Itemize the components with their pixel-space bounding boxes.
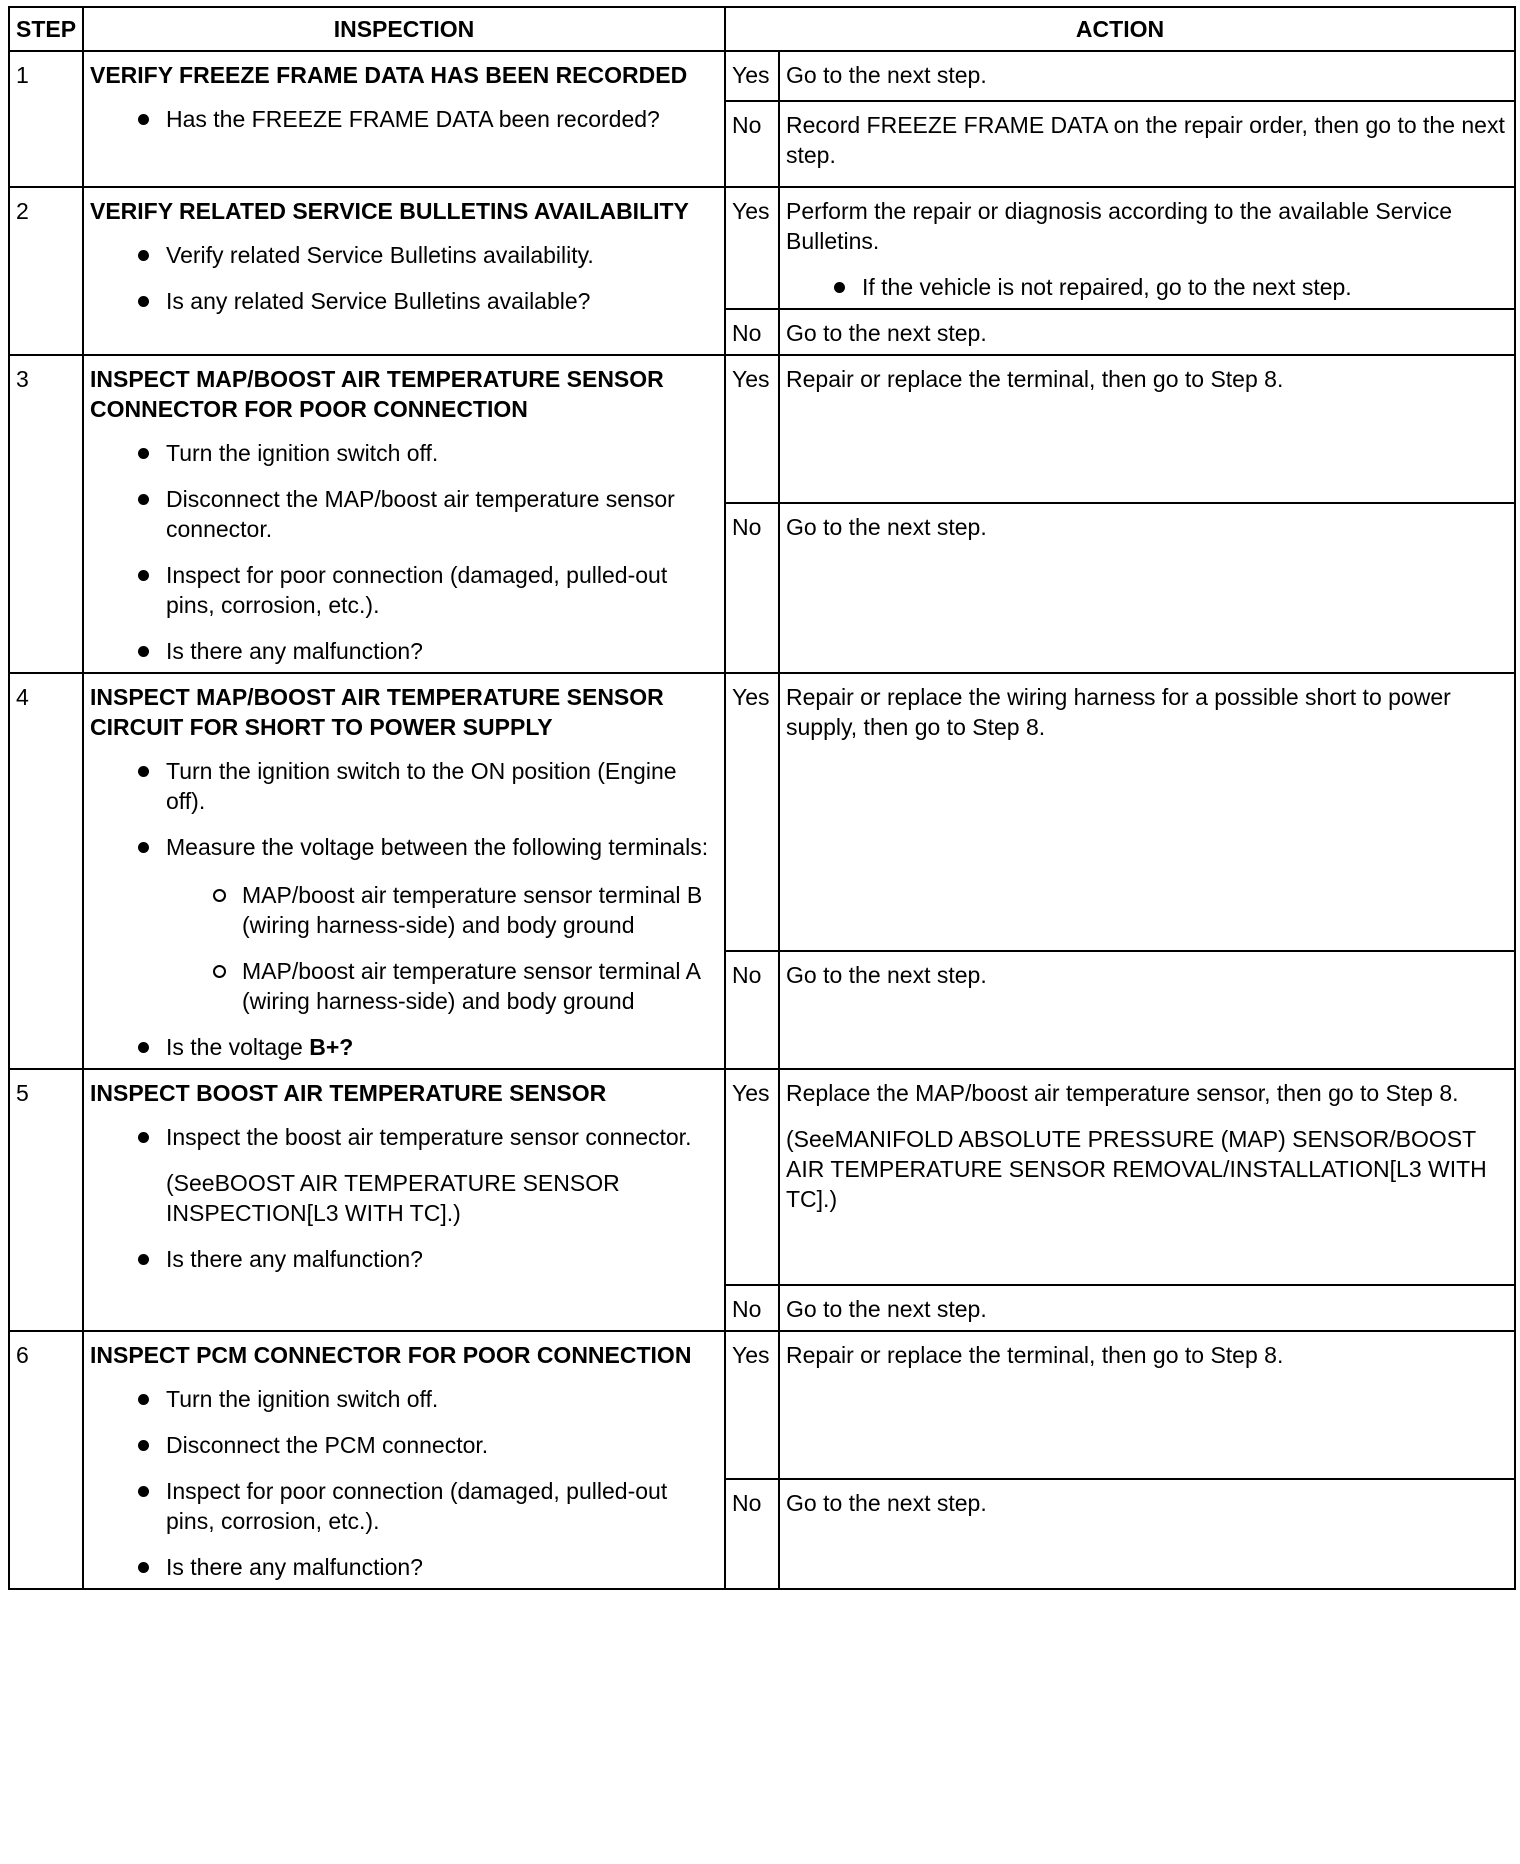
header-inspection: INSPECTION [83,7,725,51]
step-number: 4 [9,673,83,1069]
inspection-bullet: Inspect for poor connection (damaged, pulled-out pins, corrosion, etc.). [90,560,718,620]
inspection-bullet: Disconnect the PCM connector. [90,1430,718,1460]
yes-label: Yes [725,673,779,951]
step-inspection [83,51,725,187]
no-action: Record FREEZE FRAME DATA on the repair order, then go to the next step. [779,101,1515,187]
no-label: No [725,1285,779,1331]
step-title: INSPECT MAP/BOOST AIR TEMPERATURE SENSOR CONNECTOR FOR POOR CONNECTION [90,366,664,422]
no-action: Go to the next step. [779,309,1515,355]
header-action: ACTION [725,7,1515,51]
no-action: Go to the next step. [779,1479,1515,1589]
inspection-bullet [90,1122,718,1228]
no-action: Go to the next step. [779,951,1515,1069]
table-header-row [9,7,1515,51]
inspection-bullet-text: Inspect the boost air temperature sensor connector. [166,1124,692,1150]
step-inspection [83,1069,725,1331]
inspection-bullet: Is any related Service Bulletins available? [90,286,718,316]
inspection-bullet: Is there any malfunction? [90,636,718,666]
yes-label: Yes [725,1069,779,1285]
step-title: INSPECT MAP/BOOST AIR TEMPERATURE SENSOR CIRCUIT FOR SHORT TO POWER SUPPLY [90,684,664,740]
yes-action [779,1069,1515,1285]
inspection-bullet: Inspect for poor connection (damaged, pulled-out pins, corrosion, etc.). [90,1476,718,1536]
inspection-bullets [90,1122,718,1274]
no-label: No [725,101,779,187]
no-label: No [725,309,779,355]
inspection-bullet-text: Measure the voltage between the following terminals: [166,834,709,860]
no-label: No [725,503,779,673]
inspection-bullet: Has the FREEZE FRAME DATA been recorded? [90,104,718,134]
inspection-bullet: Turn the ignition switch to the ON position (Engine off). [90,756,718,816]
no-action: Go to the next step. [779,503,1515,673]
inspection-bullet: Turn the ignition switch off. [90,1384,718,1414]
inspection-bullets [90,756,718,1062]
yes-action: Repair or replace the terminal, then go to Step 8. [779,355,1515,503]
inspection-bullets [90,1384,718,1582]
step-title: INSPECT PCM CONNECTOR FOR POOR CONNECTION [90,1342,692,1368]
step-number: 6 [9,1331,83,1589]
step-number: 3 [9,355,83,673]
step-inspection [83,1331,725,1589]
inspection-bullets [90,438,718,666]
inspection-bullet: Disconnect the MAP/boost air temperature sensor connector. [90,484,718,544]
yes-label: Yes [725,187,779,309]
step-2-yes-row [9,187,1515,309]
yes-action: Repair or replace the wiring harness for a possible short to power supply, then go to Step 8. [779,673,1515,951]
yes-action-text: Perform the repair or diagnosis according to the available Service Bulletins. [786,198,1453,254]
inspection-sub-bullet: MAP/boost air temperature sensor terminal A (wiring harness-side) and body ground [166,956,718,1016]
step-6-yes-row [9,1331,1515,1479]
step-inspection [83,673,725,1069]
step-title: INSPECT BOOST AIR TEMPERATURE SENSOR [90,1080,607,1106]
step-number: 1 [9,51,83,187]
step-5-yes-row [9,1069,1515,1285]
yes-action: Go to the next step. [779,51,1515,101]
inspection-bullet: Turn the ignition switch off. [90,438,718,468]
step-inspection [83,187,725,355]
yes-action [779,187,1515,309]
step-inspection [83,355,725,673]
yes-label: Yes [725,355,779,503]
voltage-value: B+? [309,1034,354,1060]
step-title: VERIFY FREEZE FRAME DATA HAS BEEN RECORDED [90,62,688,88]
inspection-sub-bullet: MAP/boost air temperature sensor terminal B (wiring harness-side) and body ground [166,880,718,940]
step-number: 2 [9,187,83,355]
action-bullet: If the vehicle is not repaired, go to the next step. [786,272,1508,302]
reference-note: (SeeBOOST AIR TEMPERATURE SENSOR INSPECTION[L3 WITH TC].) [166,1170,620,1226]
inspection-bullet [90,832,718,1016]
no-label: No [725,1479,779,1589]
inspection-bullet-text: Is the voltage [166,1034,310,1060]
inspection-sub-bullets [166,880,718,1016]
step-title: VERIFY RELATED SERVICE BULLETINS AVAILABILITY [90,198,689,224]
yes-label: Yes [725,51,779,101]
step-number: 5 [9,1069,83,1331]
diagnostic-procedure-sheet [8,6,1514,1590]
yes-action: Repair or replace the terminal, then go to Step 8. [779,1331,1515,1479]
yes-action-text: Replace the MAP/boost air temperature sensor, then go to Step 8. [786,1080,1459,1106]
inspection-bullet: Is there any malfunction? [90,1244,718,1274]
step-3-yes-row [9,355,1515,503]
inspection-bullets [90,240,718,316]
inspection-bullets [90,104,718,134]
inspection-bullet: Is there any malfunction? [90,1552,718,1582]
inspection-bullet: Verify related Service Bulletins availability. [90,240,718,270]
no-action: Go to the next step. [779,1285,1515,1331]
inspection-bullet [90,1032,718,1062]
step-1-yes-row [9,51,1515,101]
no-label: No [725,951,779,1069]
reference-note: (SeeMANIFOLD ABSOLUTE PRESSURE (MAP) SENSOR/BOOST AIR TEMPERATURE SENSOR REMOVAL/INSTALLATION[L3 WITH TC].) [786,1126,1487,1212]
action-bullets [786,272,1508,302]
step-4-yes-row [9,673,1515,951]
yes-label: Yes [725,1331,779,1479]
header-step: STEP [9,7,83,51]
diagnostic-table [8,6,1516,1590]
